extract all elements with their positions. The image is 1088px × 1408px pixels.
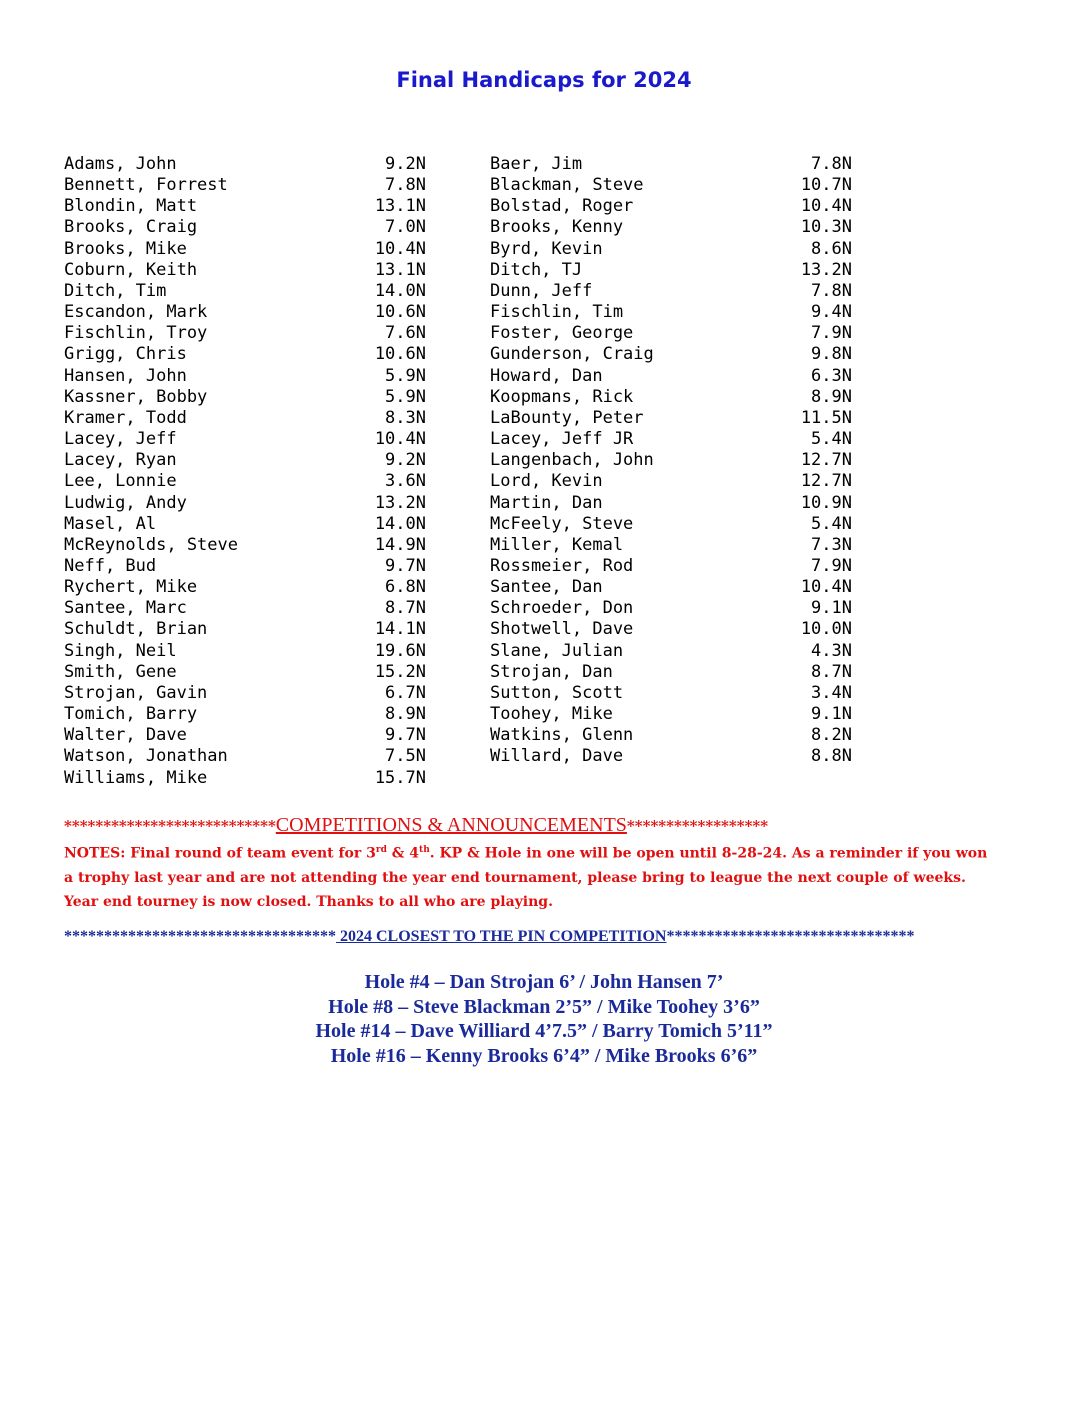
handicap-row: [490, 556, 852, 577]
player-name: LaBounty, Peter: [490, 407, 644, 428]
player-name: Ditch, TJ: [490, 259, 583, 280]
handicap-value: 9.4N: [811, 302, 852, 323]
handicap-row: [490, 725, 852, 746]
ctp-hole-result: Hole #4 – Dan Strojan 6’ / John Hansen 7’: [364, 971, 724, 993]
handicap-value: 12.7N: [800, 471, 852, 492]
player-name: Bolstad, Roger: [490, 196, 634, 217]
player-name: Shotwell, Dave: [490, 619, 634, 640]
handicap-row: [490, 302, 852, 323]
handicap-value: 9.1N: [811, 704, 852, 725]
player-name: Strojan, Gavin: [64, 682, 208, 703]
player-name: Smith, Gene: [64, 661, 177, 682]
handicap-row: [490, 746, 852, 767]
handicap-row: [64, 450, 426, 471]
player-name: Santee, Marc: [64, 598, 187, 619]
handicap-value: 9.2N: [385, 450, 426, 471]
handicap-row: [64, 662, 426, 683]
player-name: Brooks, Mike: [64, 238, 187, 259]
handicap-row: [64, 260, 426, 281]
player-name: Singh, Neil: [64, 640, 177, 661]
player-name: Baer, Jim: [490, 154, 583, 174]
player-name: Lord, Kevin: [490, 471, 603, 492]
handicap-value: 10.0N: [800, 619, 852, 640]
handicap-value: 19.6N: [374, 640, 426, 661]
player-name: Miller, Kemal: [490, 534, 624, 555]
player-name: Williams, Mike: [64, 767, 208, 788]
player-name: Santee, Dan: [490, 577, 603, 598]
handicap-value: 5.9N: [385, 386, 426, 407]
handicap-value: 9.7N: [385, 555, 426, 576]
handicap-row: [490, 662, 852, 683]
handicap-value: 8.3N: [385, 407, 426, 428]
ctp-hole-result: Hole #8 – Steve Blackman 2’5” / Mike Toohey 3’6”: [328, 995, 760, 1018]
handicap-row: [490, 641, 852, 662]
player-name: Escandon, Mark: [64, 302, 208, 323]
player-name: McReynolds, Steve: [64, 534, 238, 555]
handicap-value: 7.3N: [811, 534, 852, 555]
handicap-row: [490, 493, 852, 514]
handicap-row: [64, 366, 426, 387]
handicap-row: [490, 323, 852, 344]
handicap-row: [490, 450, 852, 471]
player-name: Strojan, Dan: [490, 661, 613, 682]
handicap-list-left: [64, 154, 426, 789]
handicap-value: 14.0N: [374, 280, 426, 301]
handicap-row: [490, 154, 852, 175]
player-name: Ditch, Tim: [64, 280, 167, 301]
player-name: Langenbach, John: [490, 450, 654, 471]
handicap-row: [64, 535, 426, 556]
handicap-value: 15.2N: [374, 661, 426, 682]
handicap-row: [64, 619, 426, 640]
handicap-row: [64, 746, 426, 767]
handicap-row: [64, 471, 426, 492]
player-name: Kassner, Bobby: [64, 386, 208, 407]
handicap-row: [490, 196, 852, 217]
player-name: Byrd, Kevin: [490, 238, 603, 259]
handicap-list-right: [490, 154, 852, 768]
player-name: Ludwig, Andy: [64, 492, 187, 513]
handicap-value: 13.1N: [374, 259, 426, 280]
handicap-row: [490, 704, 852, 725]
player-name: Schuldt, Brian: [64, 619, 208, 640]
player-name: Tomich, Barry: [64, 704, 198, 725]
handicap-value: 13.1N: [374, 196, 426, 217]
handicap-row: [64, 725, 426, 746]
handicap-value: 6.7N: [385, 682, 426, 703]
handicap-value: 8.9N: [385, 704, 426, 725]
handicap-row: [64, 154, 426, 175]
handicap-row: [64, 641, 426, 662]
handicap-value: 14.1N: [374, 619, 426, 640]
handicap-value: 5.4N: [811, 429, 852, 450]
player-name: Walter, Dave: [64, 725, 187, 746]
stars-divider: ******************: [626, 817, 769, 835]
ctp-heading: 2024 CLOSEST TO THE PIN COMPETITION: [336, 928, 667, 945]
player-name: McFeely, Steve: [490, 513, 634, 534]
handicap-value: 10.4N: [374, 238, 426, 259]
handicap-row: [490, 429, 852, 450]
notes-line: Year end tourney is now closed. Thanks to all who are playing.: [64, 893, 553, 910]
handicap-value: 10.6N: [374, 302, 426, 323]
stars-divider: **********************************: [64, 928, 336, 945]
handicap-row: [490, 366, 852, 387]
handicap-row: [64, 196, 426, 217]
handicap-value: 14.0N: [374, 513, 426, 534]
player-name: Lacey, Jeff: [64, 429, 177, 450]
handicap-value: 8.8N: [811, 746, 852, 767]
ctp-header: [64, 928, 914, 946]
handicap-value: 7.8N: [811, 154, 852, 174]
handicap-row: [64, 302, 426, 323]
handicap-value: 10.3N: [800, 217, 852, 238]
handicap-row: [64, 344, 426, 365]
handicap-value: 13.2N: [374, 492, 426, 513]
handicap-value: 5.9N: [385, 365, 426, 386]
player-name: Kramer, Todd: [64, 407, 187, 428]
handicap-value: 11.5N: [800, 407, 852, 428]
player-name: Brooks, Kenny: [490, 217, 624, 238]
page-title: Final Handicaps for 2024: [396, 68, 692, 92]
handicap-row: [64, 408, 426, 429]
player-name: Sutton, Scott: [490, 682, 624, 703]
player-name: Coburn, Keith: [64, 259, 198, 280]
player-name: Willard, Dave: [490, 746, 624, 767]
handicap-row: [64, 683, 426, 704]
player-name: Grigg, Chris: [64, 344, 187, 365]
handicap-row: [490, 175, 852, 196]
handicap-row: [64, 514, 426, 535]
handicap-value: 7.5N: [385, 746, 426, 767]
player-name: Gunderson, Craig: [490, 344, 654, 365]
announcements-heading: COMPETITIONS & ANNOUNCEMENTS: [275, 814, 627, 836]
handicap-row: [490, 281, 852, 302]
player-name: Lacey, Ryan: [64, 450, 177, 471]
handicap-value: 8.9N: [811, 386, 852, 407]
player-name: Howard, Dan: [490, 365, 603, 386]
notes-line: NOTES: Final round of team event for 3rd & 4th. KP & Hole in one will be open until 8-28-24. As a reminder if you won: [64, 845, 988, 862]
handicap-row: [490, 577, 852, 598]
player-name: Rychert, Mike: [64, 577, 198, 598]
player-name: Fischlin, Troy: [64, 323, 208, 344]
handicap-row: [64, 556, 426, 577]
handicap-row: [490, 535, 852, 556]
handicap-row: [490, 619, 852, 640]
handicap-row: [490, 598, 852, 619]
player-name: Blondin, Matt: [64, 196, 198, 217]
handicap-value: 9.8N: [811, 344, 852, 365]
handicap-value: 7.0N: [385, 217, 426, 238]
handicap-value: 7.9N: [811, 323, 852, 344]
ctp-hole-result: Hole #16 – Kenny Brooks 6’4” / Mike Brooks 6’6”: [330, 1044, 758, 1067]
player-name: Toohey, Mike: [490, 704, 613, 725]
handicap-row: [64, 387, 426, 408]
handicap-value: 14.9N: [374, 534, 426, 555]
handicap-value: 5.4N: [811, 513, 852, 534]
player-name: Schroeder, Don: [490, 598, 634, 619]
player-name: Brooks, Craig: [64, 217, 198, 238]
player-name: Lee, Lonnie: [64, 471, 177, 492]
ctp-hole-result: Hole #14 – Dave Williard 4’7.5” / Barry Tomich 5’11”: [315, 1020, 773, 1042]
handicap-value: 7.6N: [385, 323, 426, 344]
player-name: Koopmans, Rick: [490, 386, 634, 407]
player-name: Masel, Al: [64, 513, 157, 534]
handicap-row: [64, 323, 426, 344]
notes-line: a trophy last year and are not attending the year end tournament, please bring to league the next couple of weeks.: [64, 869, 966, 886]
handicap-row: [490, 514, 852, 535]
player-name: Fischlin, Tim: [490, 302, 624, 323]
handicap-row: [64, 704, 426, 725]
handicap-row: [64, 239, 426, 260]
handicap-value: 3.4N: [811, 682, 852, 703]
handicap-row: [64, 493, 426, 514]
handicap-row: [64, 768, 426, 789]
handicap-row: [64, 281, 426, 302]
handicap-row: [490, 260, 852, 281]
player-name: Slane, Julian: [490, 640, 624, 661]
handicap-value: 6.8N: [385, 577, 426, 598]
player-name: Foster, George: [490, 323, 634, 344]
handicap-value: 10.4N: [800, 577, 852, 598]
handicap-row: [490, 344, 852, 365]
handicap-value: 15.7N: [374, 767, 426, 788]
handicap-value: 10.9N: [800, 492, 852, 513]
handicap-value: 7.8N: [811, 280, 852, 301]
handicap-row: [490, 408, 852, 429]
handicap-row: [490, 471, 852, 492]
handicap-value: 3.6N: [385, 471, 426, 492]
stars-divider: *******************************: [666, 928, 915, 945]
handicap-value: 8.7N: [811, 661, 852, 682]
handicap-row: [490, 239, 852, 260]
handicap-row: [64, 429, 426, 450]
handicap-value: 9.1N: [811, 598, 852, 619]
handicap-row: [64, 217, 426, 238]
handicap-row: [64, 175, 426, 196]
handicap-value: 13.2N: [800, 259, 852, 280]
handicap-value: 9.7N: [385, 725, 426, 746]
handicap-value: 6.3N: [811, 365, 852, 386]
handicap-row: [490, 387, 852, 408]
player-name: Watkins, Glenn: [490, 725, 634, 746]
player-name: Bennett, Forrest: [64, 175, 228, 196]
player-name: Martin, Dan: [490, 492, 603, 513]
player-name: Neff, Bud: [64, 555, 157, 576]
announcements-header: [64, 814, 768, 837]
handicap-value: 10.4N: [800, 196, 852, 217]
handicap-value: 7.9N: [811, 555, 852, 576]
player-name: Lacey, Jeff JR: [490, 429, 634, 450]
player-name: Dunn, Jeff: [490, 280, 593, 301]
handicap-value: 8.7N: [385, 598, 426, 619]
handicap-value: 10.4N: [374, 429, 426, 450]
handicap-value: 8.2N: [811, 725, 852, 746]
player-name: Blackman, Steve: [490, 175, 644, 196]
handicap-value: 8.6N: [811, 238, 852, 259]
handicap-value: 9.2N: [385, 154, 426, 174]
handicap-value: 7.8N: [385, 175, 426, 196]
handicap-value: 10.7N: [800, 175, 852, 196]
announcement-notes: [64, 838, 1044, 914]
player-name: Rossmeier, Rod: [490, 555, 634, 576]
handicap-value: 4.3N: [811, 640, 852, 661]
stars-divider: ***************************: [64, 817, 276, 835]
ctp-results: [0, 970, 1088, 1068]
handicap-row: [64, 577, 426, 598]
handicap-value: 10.6N: [374, 344, 426, 365]
handicap-row: [490, 683, 852, 704]
handicap-row: [490, 217, 852, 238]
player-name: Hansen, John: [64, 365, 187, 386]
player-name: Adams, John: [64, 154, 177, 174]
handicap-value: 12.7N: [800, 450, 852, 471]
handicap-row: [64, 598, 426, 619]
player-name: Watson, Jonathan: [64, 746, 228, 767]
